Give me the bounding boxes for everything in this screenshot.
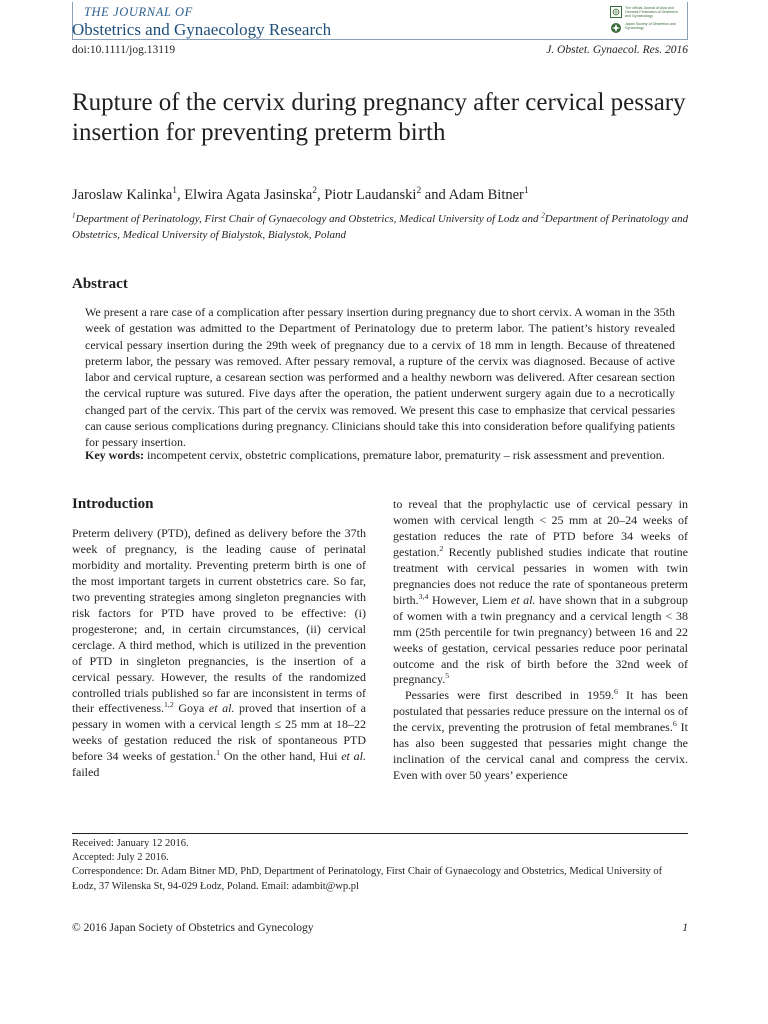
journal-name-line1: THE JOURNAL OF [84,5,193,19]
author-list [72,187,529,204]
received-date: Received: January 12 2016. [72,838,189,849]
keywords-list: incompetent cervix, obstetric complications, premature labor, prematurity – risk assessment and prevention. [147,448,665,462]
author: Jaroslaw Kalinka$^1$, [72,186,185,203]
article-footnotes [72,837,688,894]
introduction-right-column [393,497,688,784]
copyright: © 2016 Japan Society of Obstetrics and Gynecology [72,922,314,934]
correspondence: Correspondence: Dr. Adam Bitner MD, PhD, Department of Perinatology, First Chair of Gynaecology and Obstetrics, Medical University of Łodz, 37 Wilenska St, 94-029 Łodz, Poland. Email: adambit@wp.pl [72,866,663,892]
page-number: 1 [682,922,688,934]
article-title: Rupture of the cervix during pregnancy after cervical pessary insertion for preventing preterm birth [72,89,686,146]
author: Adam Bitner$^1$ [448,186,529,203]
journal-reference: J. Obstet. Gynaecol. Res. 2016 [546,44,688,56]
paragraph: to reveal that the prophylactic use of cervical pessary in women with cervical length < 25 mm at 20–24 weeks of gestation reduces the rate of PTD before 34 weeks of gestation.$^2$ Recently published studies indicate that routine treatment with cervical pessaries in women with twin pregnancies does not reduce the rate of spontaneous preterm birth.$^{3,4}$ However, Liem et al. have shown that in a subgroup of women with a twin pregnancy and a cervical length < 38 mm (25th percentile for twin pregnancy) between 16 and 22 weeks of gestation, cervical pessaries reduce poor perinatal outcome and the risk of birth before the 32nd week of pregnancy.$^5$ [393,497,689,687]
keywords-label: Key words: [85,448,144,462]
society-logos [610,5,686,35]
doi[interactable]: doi:10.1111/jog.13119 [72,44,176,56]
abstract-text: We present a rare case of a complication after pessary insertion during pregnancy due to short cervix. A woman in the 35th week of gestation was admitted to the Department of Perinatology due to preterm labor. The patient’s history revealed cervical pessary insertion during the 29th week of pregnancy due to a cervix of 18 mm in length. Because of threatened preterm labor, the pessary was removed. After pessary removal, a rupture of the cervix was diagnosed. Because of active labor and cervical rupture, a cesarean section was performed and a healthy newborn was delivered. After cesarean section the cervical rupture was sutured. Five days after the operation, the patient underwent surgery again due to a necrotically changed part of the cervix. This part of the cervix was removed. We present this case to emphasize that cervical pessaries can cause serious complications during pregnancy. Clinicians should take this into consideration before qualifying patients for pessary insertion. [85,305,675,450]
journal-name-line2: Obstetrics and Gynaecology Research [72,20,332,39]
introduction-left-column: Preterm delivery (PTD), defined as delivery before the 37th week of pregnancy, is the leading cause of perinatal morbidity and mortality. Preventing preterm birth is one of the most important targets in current obstetrics care. So far, two preventing strategies among singleton pregnancies with risk factors for PTD have proved to be effective: (i) progesterone; and, in certain circumstances, (ii) cervical cerclage. A third method, which is utilized in the prevention of PTD in singleton pregnancies, is the insertion of a cervical pessary. However, the results of the randomized controlled trials published so far are inconsistent in terms of their effectiveness.$^{1,2}$ Goya et al. proved that insertion of a pessary in women with a cervical length ≤ 25 mm at 18–22 weeks of gestation reduced the risk of spontaneous PTD before 34 weeks of gestation.$^1$ On the other hand, Hui et al. failed [72,526,366,780]
abstract-heading: Abstract [72,276,128,292]
keywords [85,447,675,463]
jsog-logo-text: Japan Society of Obstetrics and Gynecology [625,21,676,30]
jsog-emblem-icon [610,22,622,34]
introduction-heading: Introduction [72,496,154,512]
paragraph: Pessaries were first described in 1959.$^6$ It has been postulated that pessaries reduce pressure on the internal os of the cervix, preventing the protrusion of fetal membranes.$^6$ It has also been suggested that pessaries might change the inclination of the cervical canal and compress the cervix. Even with over 50 years’ experience [393,687,688,783]
aofog-logo-text: The official Journal of Asia and Oceania Federation of Obstetrics and Gynaecology [625,5,678,18]
accepted-date: Accepted: July 2 2016. [72,852,169,864]
author: Elwira Agata Jasinska$^2$, [184,186,325,203]
affiliations: $^1$Department of Perinatology, First Chair of Gynaecology and Obstetrics, Medical University of Lodz and $^2$Department of Perinatology and Obstetrics, Medical University of Bialystok, Bialystok, Poland [72,211,689,241]
jsog-logo [610,21,686,35]
aofog-emblem-icon [610,6,622,18]
footnote-rule [72,833,688,834]
aofog-logo [610,5,686,19]
author: Piotr Laudanski$^2$ and [324,186,449,203]
